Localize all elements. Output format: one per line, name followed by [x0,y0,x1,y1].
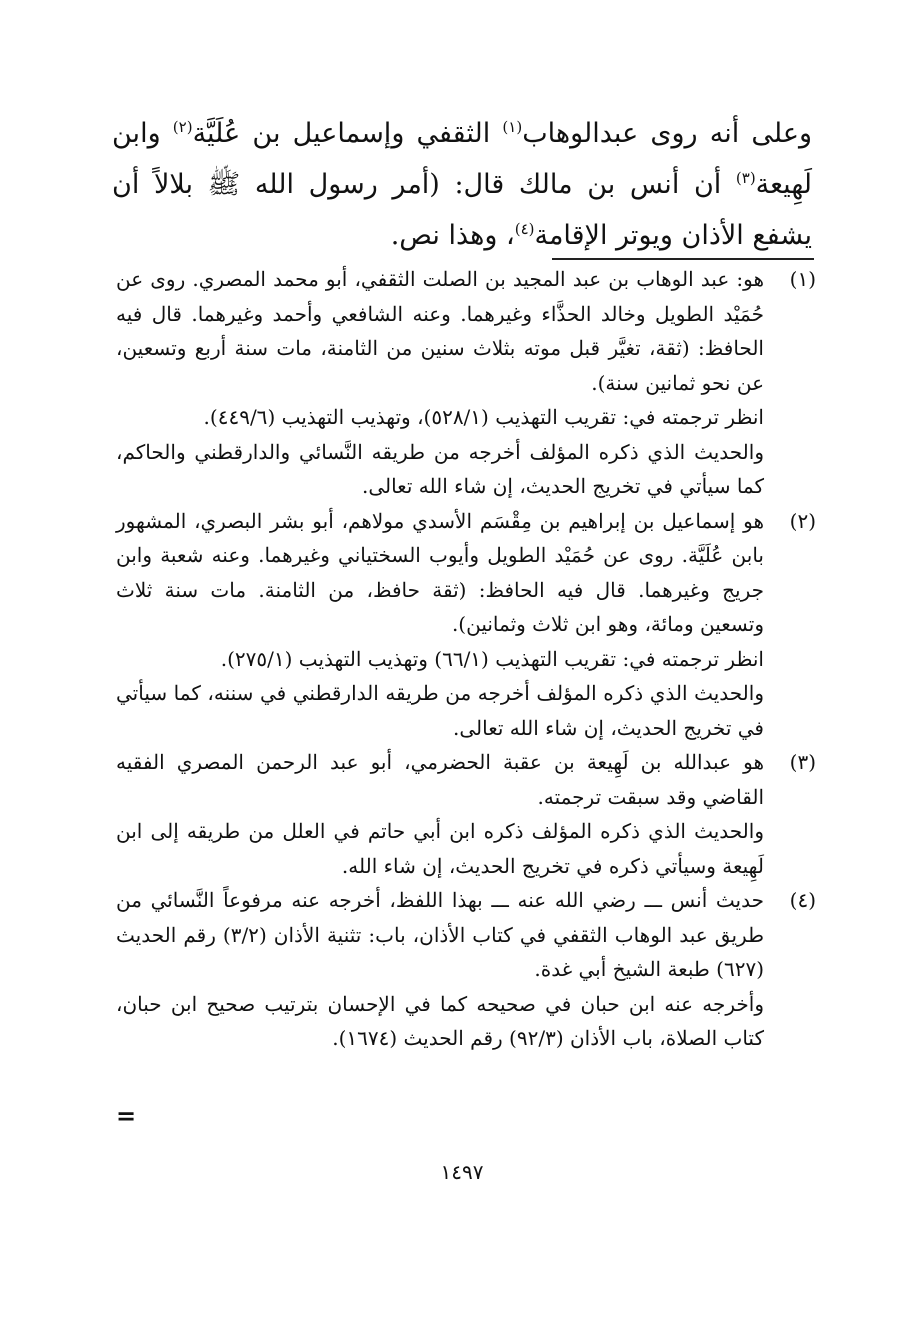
footnote-paragraph: انظر ترجمته في: تقريب التهذيب (٥٢٨/١)، وتهذيب التهذيب (٤٤٩/٦). [203,405,764,429]
footnote-divider [552,258,814,260]
main-text-segment: ، وهذا نص. [390,220,515,251]
footnote-paragraph: والحديث الذي ذكره المؤلف أخرجه من طريقه النَّسائي والدارقطني والحاكم، كما سيأتي في تخريج الحديث، إن شاء الله تعالى. [116,439,764,498]
footnote-ref-3[interactable]: (٣) [735,169,756,187]
footnote-body [116,745,764,883]
main-paragraph [112,108,812,261]
footnotes-section [116,262,816,1056]
footnote-number: (٣) [789,750,816,774]
main-text-segment: الثقفي وإسماعيل بن عُلَيَّة [192,118,503,149]
footnote-4 [116,883,816,1056]
footnote-ref-2[interactable]: (٢) [172,118,193,136]
footnote-paragraph: والحديث الذي ذكره المؤلف أخرجه من طريقه الدارقطني في سننه، كما سيأتي في تخريج الحديث، إن شاء الله تعالى. [116,681,764,740]
main-paragraph-text [112,108,812,261]
footnote-2 [116,504,816,746]
footnote-ref-4[interactable]: (٤) [514,220,535,238]
footnote-paragraph: هو: عبد الوهاب بن عبد المجيد بن الصلت الثقفي، أبو محمد المصري. روى عن حُمَيْد الطويل وخالد الحذَّاء وغيرهما. وعنه الشافعي وأحمد وغيرهما. قال فيه الحافظ: (ثقة، تغيَّر قبل موته بثلاث سنين من الثامنة، مات سنة أربع وتسعين، عن نحو ثمانين سنة). [116,267,764,395]
main-text-segment: أن أنس بن مالك قال: (أمر رسول الله ﷺ بلالاً أن يشفع الأذان ويوتر الإقامة [112,169,812,251]
footnote-body [116,883,764,1056]
main-text-segment: وعلى أنه روى عبدالوهاب [522,118,812,149]
footnote-paragraph: انظر ترجمته في: تقريب التهذيب (٦٦/١) وتهذيب التهذيب (٢٧٥/١). [220,646,764,671]
footnote-body [116,504,764,746]
footnote-number: (١) [789,267,816,291]
main-text-segment: وابن لَهِيعة [112,118,812,200]
footnote-number: (٢) [789,508,816,533]
footnote-paragraph: هو عبدالله بن لَهِيعة بن عقبة الحضرمي، أبو عبد الرحمن المصري الفقيه القاضي وقد سبقت ترجمته. [116,750,764,809]
footnote-paragraph: وأخرجه عنه ابن حبان في صحيحه كما في الإحسان بترتيب صحيح ابن حبان، كتاب الصلاة، باب الأذان (٩٢/٣) رقم الحديث (١٦٧٤). [116,991,764,1050]
footnote-paragraph: حديث أنس ـــ رضي الله عنه ـــ بهذا اللفظ، أخرجه عنه مرفوعاً النَّسائي من طريق عبد الوهاب الثقفي في كتاب الأذان، باب: تثنية الأذان (٣/٢) رقم الحديث (٦٢٧) طبعة الشيخ أبي غدة. [116,888,764,981]
footnote-number: (٤) [789,888,816,912]
footnote-1 [116,262,816,504]
footnote-paragraph: هو إسماعيل بن إبراهيم بن مِقْسَم الأسدي مولاهم، أبو بشر البصري، المشهور بابن عُلَيَّة. روى عن حُمَيْد الطويل وأيوب السختياني وغيرهما. وعنه شعبة وابن جريج وغيرهما. قال فيه الحافظ: (ثقة حافظ، من الثامنة. مات سنة ثلاث وتسعين ومائة، وهو ابن ثلاث وثمانين). [116,508,764,636]
footnote-body [116,262,764,504]
page-number: ١٤٩٧ [440,1160,484,1184]
footnote-3 [116,745,816,883]
footnote-ref-1[interactable]: (١) [502,118,523,136]
continuation-mark: = [116,1102,137,1130]
footnote-paragraph: والحديث الذي ذكره المؤلف ذكره ابن أبي حاتم في العلل من طريقه إلى ابن لَهِيعة وسيأتي ذكره في تخريج الحديث، إن شاء الله. [116,819,764,878]
